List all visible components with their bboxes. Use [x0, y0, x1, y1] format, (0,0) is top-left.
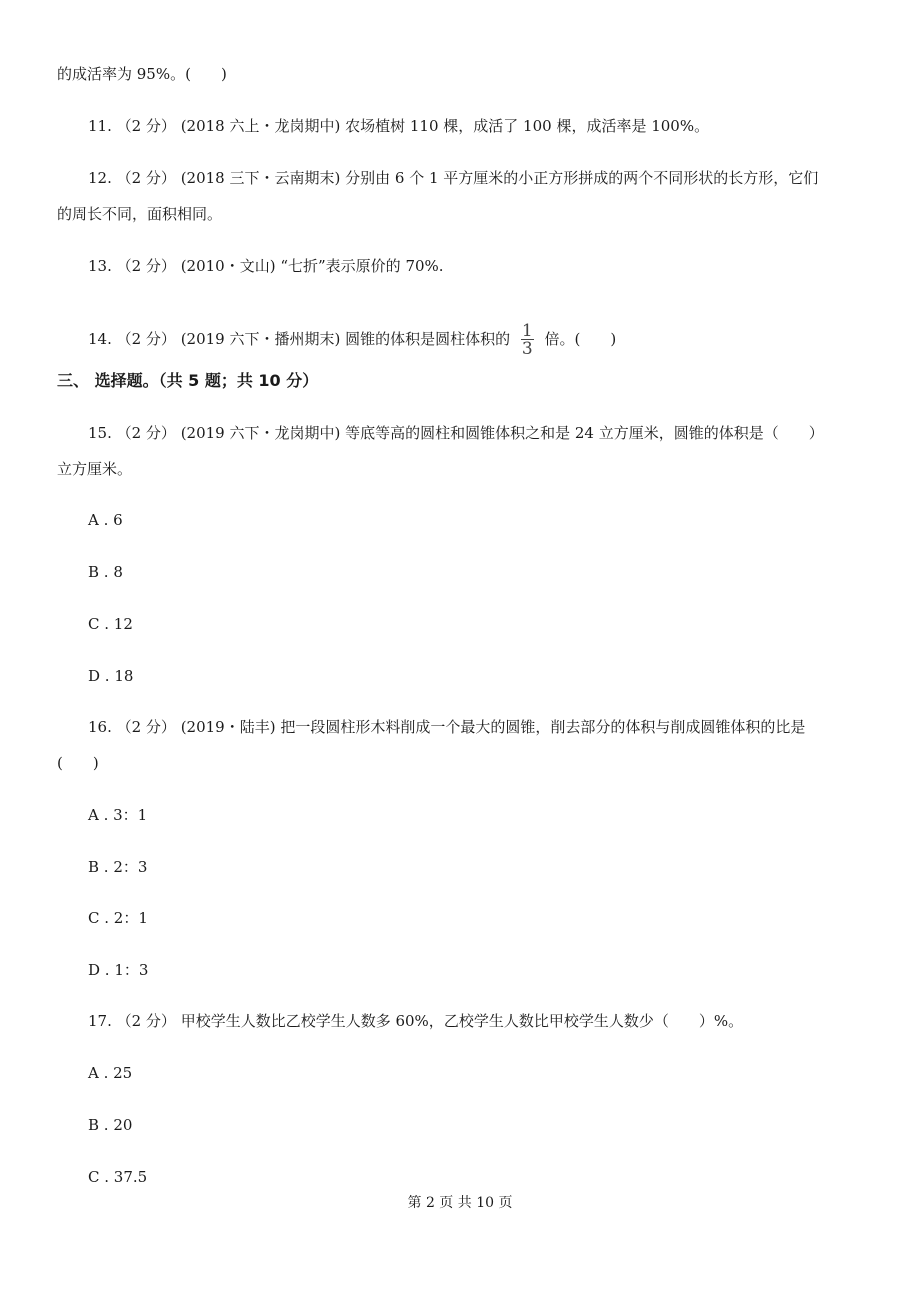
question-16-option-c[interactable]: C . 2：1 [88, 909, 148, 927]
question-15-line-2: 立方厘米。 [57, 460, 133, 478]
question-13: 13. （2 分） (2010・文山) “七折”表示原价的 70%. [88, 257, 444, 275]
question-12-line-2: 的周长不同，面积相同。 [57, 205, 223, 223]
question-14 [88, 321, 617, 359]
question-16-option-b[interactable]: B . 2：3 [88, 858, 148, 876]
intro-line: 的成活率为 95%。( ) [57, 65, 227, 83]
question-16-line-2: ( ) [57, 754, 99, 772]
question-14-suffix: 倍。( ) [544, 330, 617, 348]
one-third-fraction [521, 321, 534, 359]
fraction-denominator: 3 [521, 339, 533, 359]
question-17-option-a[interactable]: A . 25 [88, 1064, 133, 1082]
question-15-option-b[interactable]: B . 8 [88, 563, 123, 581]
question-16-option-d[interactable]: D . 1：3 [88, 961, 149, 979]
question-17: 17. （2 分） 甲校学生人数比乙校学生人数多 60%，乙校学生人数比甲校学生人数少（ ）%。 [88, 1012, 744, 1030]
question-15-option-c[interactable]: C . 12 [88, 615, 133, 633]
question-15-option-d[interactable]: D . 18 [88, 667, 134, 685]
question-17-option-c[interactable]: C . 37.5 [88, 1168, 148, 1186]
question-15-option-a[interactable]: A . 6 [88, 511, 123, 529]
question-14-text: 14. （2 分） (2019 六下・播州期末) 圆锥的体积是圆柱体积的 [88, 330, 511, 348]
fraction-numerator: 1 [521, 321, 533, 341]
question-15-line-1: 15. （2 分） (2019 六下・龙岗期中) 等底等高的圆柱和圆锥体积之和是 24 立方厘米，圆锥的体积是（ ） [88, 424, 824, 442]
page-footer: 第 2 页 共 10 页 [407, 1195, 513, 1211]
question-11: 11. （2 分） (2018 六上・龙岗期中) 农场植树 110 棵，成活了 100 棵，成活率是 100%。 [88, 117, 710, 135]
question-12-line-1: 12. （2 分） (2018 三下・云南期末) 分别由 6 个 1 平方厘米的小正方形拼成的两个不同形状的长方形，它们 [88, 169, 819, 187]
section-3-heading: 三、 选择题。（共 5 题；共 10 分） [57, 371, 319, 390]
question-16-option-a[interactable]: A . 3：1 [88, 806, 148, 824]
question-17-option-b[interactable]: B . 20 [88, 1116, 133, 1134]
question-16-line-1: 16. （2 分） (2019・陆丰) 把一段圆柱形木料削成一个最大的圆锥，削去部分的体积与削成圆锥体积的比是 [88, 718, 806, 736]
